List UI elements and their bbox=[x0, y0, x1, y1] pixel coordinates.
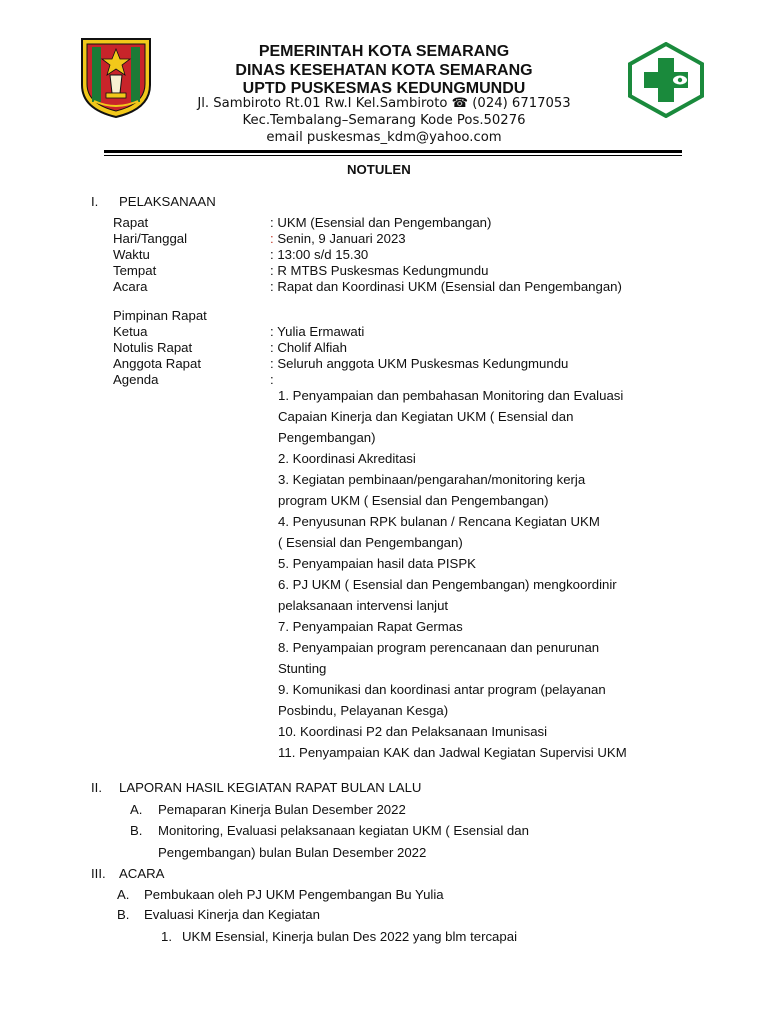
section-3-title: ACARA bbox=[119, 866, 165, 881]
field-label: Anggota Rapat bbox=[113, 356, 201, 371]
agenda-line: Posbindu, Pelayanan Kesga) bbox=[278, 703, 449, 718]
puskesmas-cross-icon bbox=[628, 42, 704, 118]
list-letter: B. bbox=[117, 907, 130, 922]
section-2-numeral: II. bbox=[91, 780, 102, 795]
agenda-line: 9. Komunikasi dan koordinasi antar program (pelayanan bbox=[278, 682, 606, 697]
section-1-title: PELAKSANAAN bbox=[119, 194, 216, 209]
list-item: Evaluasi Kinerja dan Kegiatan bbox=[144, 907, 320, 922]
field-label: Acara bbox=[113, 279, 148, 294]
field-label: Tempat bbox=[113, 263, 157, 278]
field-label: Ketua bbox=[113, 324, 148, 339]
agenda-line: pelaksanaan intervensi lanjut bbox=[278, 598, 449, 613]
list-item: Monitoring, Evaluasi pelaksanaan kegiatan UKM ( Esensial dan bbox=[158, 823, 529, 838]
header-line-2: DINAS KESEHATAN KOTA SEMARANG bbox=[235, 62, 533, 79]
field-label: Waktu bbox=[113, 247, 150, 262]
doc-title: NOTULEN bbox=[347, 162, 411, 177]
field-value-text: Senin, 9 Januari 2023 bbox=[273, 231, 406, 246]
agenda-line: Pengembangan) bbox=[278, 430, 376, 445]
field-colon: : bbox=[270, 231, 274, 246]
field-value: : Cholif Alfiah bbox=[270, 340, 347, 355]
list-item: Pemaparan Kinerja Bulan Desember 2022 bbox=[158, 802, 406, 817]
agenda-line: 7. Penyampaian Rapat Germas bbox=[278, 619, 463, 634]
list-letter: A. bbox=[117, 887, 130, 902]
field-value: : Yulia Ermawati bbox=[270, 324, 365, 339]
list-item-continuation: Pengembangan) bulan Bulan Desember 2022 bbox=[158, 845, 427, 860]
address-line-2: Kec.Tembalang–Semarang Kode Pos.50276 bbox=[242, 113, 526, 128]
address-line-1: Jl. Sambiroto Rt.01 Rw.I Kel.Sambiroto ☎ (024) 6717053 bbox=[197, 96, 571, 111]
header-line-3: UPTD PUSKESMAS KEDUNGMUNDU bbox=[242, 80, 526, 97]
field-value: : 13:00 s/d 15.30 bbox=[270, 247, 369, 262]
header-line-1: PEMERINTAH KOTA SEMARANG bbox=[258, 43, 510, 60]
sub-item: UKM Esensial, Kinerja bulan Des 2022 yang blm tercapai bbox=[182, 929, 517, 944]
list-letter: B. bbox=[130, 823, 143, 838]
field-value: : bbox=[270, 372, 274, 387]
sub-item-number: 1. bbox=[161, 929, 172, 944]
agenda-line: 10. Koordinasi P2 dan Pelaksanaan Imunisasi bbox=[278, 724, 548, 739]
field-value: : Seluruh anggota UKM Puskesmas Kedungmundu bbox=[270, 356, 569, 371]
list-letter: A. bbox=[130, 802, 143, 817]
field-label: Rapat bbox=[113, 215, 149, 230]
address-line-3: email puskesmas_kdm@yahoo.com bbox=[266, 130, 502, 145]
agenda-line: 2. Koordinasi Akreditasi bbox=[278, 451, 416, 466]
agenda-line: 4. Penyusunan RPK bulanan / Rencana Kegiatan UKM bbox=[278, 514, 600, 529]
agenda-line: ( Esensial dan Pengembangan) bbox=[278, 535, 463, 550]
agenda-line: Capaian Kinerja dan Kegiatan UKM ( Esensial dan bbox=[278, 409, 574, 424]
field-label: Hari/Tanggal bbox=[113, 231, 188, 246]
agenda-line: 6. PJ UKM ( Esensial dan Pengembangan) mengkoordinir bbox=[278, 577, 617, 592]
section-1-numeral: I. bbox=[91, 194, 99, 209]
pimpinan-label: Pimpinan Rapat bbox=[113, 308, 207, 323]
agenda-line: 3. Kegiatan pembinaan/pengarahan/monitoring kerja bbox=[278, 472, 586, 487]
agenda-line: 1. Penyampaian dan pembahasan Monitoring dan Evaluasi bbox=[278, 388, 624, 403]
field-value: : Rapat dan Koordinasi UKM (Esensial dan Pengembangan) bbox=[270, 279, 622, 294]
agenda-line: Stunting bbox=[278, 661, 327, 676]
letterhead-rule bbox=[104, 150, 682, 153]
field-label: Notulis Rapat bbox=[113, 340, 193, 355]
list-item: Pembukaan oleh PJ UKM Pengembangan Bu Yulia bbox=[144, 887, 444, 902]
section-3-numeral: III. bbox=[91, 866, 106, 881]
section-2-title: LAPORAN HASIL KEGIATAN RAPAT BULAN LALU bbox=[119, 780, 422, 795]
field-value bbox=[270, 231, 406, 246]
agenda-line: 8. Penyampaian program perencanaan dan penurunan bbox=[278, 640, 600, 655]
field-value: : UKM (Esensial dan Pengembangan) bbox=[270, 215, 492, 230]
letterhead-rule-thin bbox=[104, 155, 682, 156]
agenda-line: 11. Penyampaian KAK dan Jadwal Kegiatan Supervisi UKM bbox=[278, 745, 627, 760]
agenda-line: program UKM ( Esensial dan Pengembangan) bbox=[278, 493, 549, 508]
field-value: : R MTBS Puskesmas Kedungmundu bbox=[270, 263, 489, 278]
agenda-line: 5. Penyampaian hasil data PISPK bbox=[278, 556, 476, 571]
field-label: Agenda bbox=[113, 372, 159, 387]
